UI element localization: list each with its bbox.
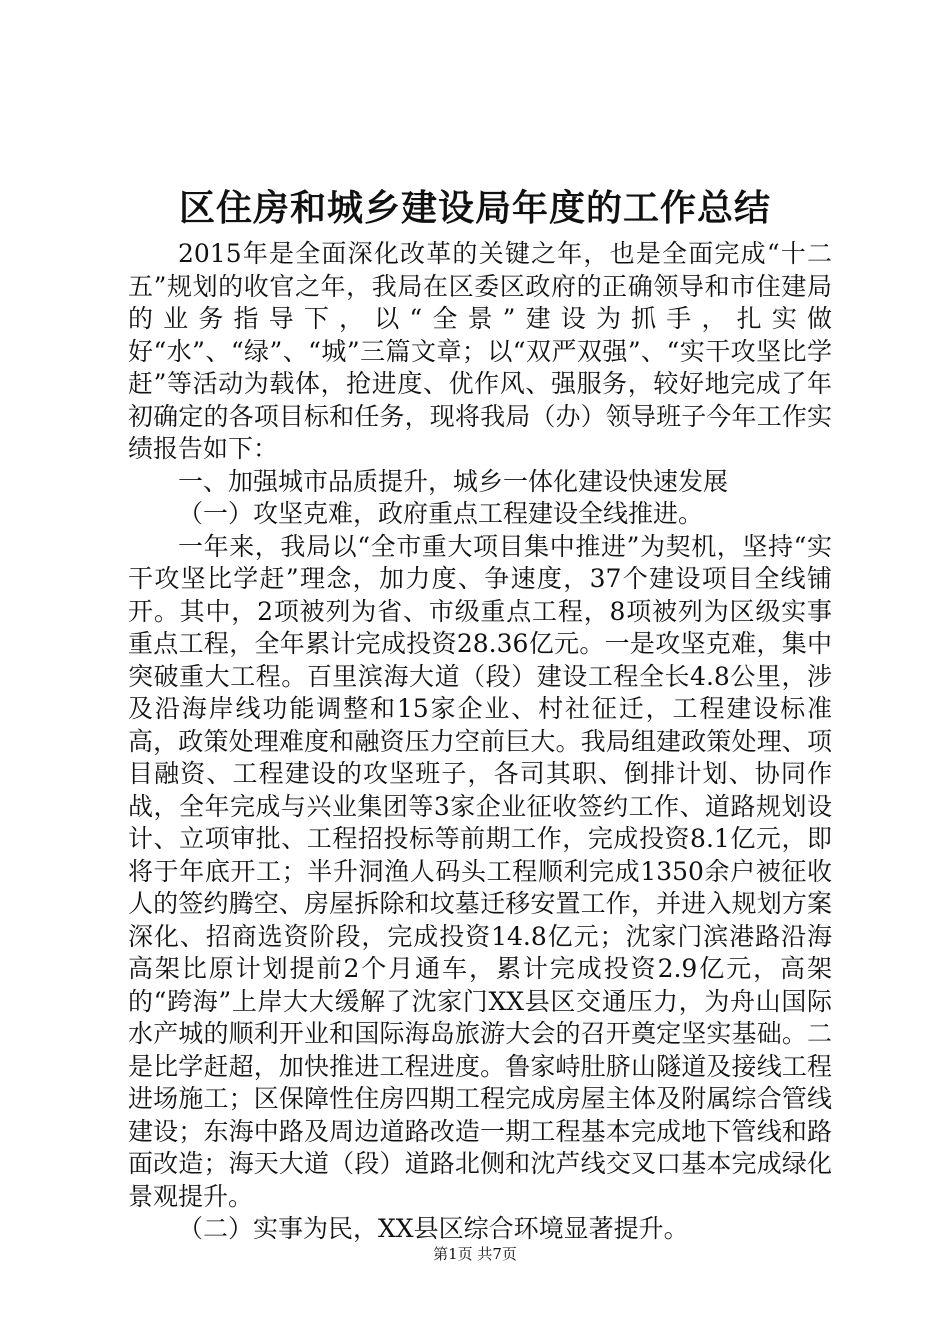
page-number: 第1页 共7页	[433, 1245, 517, 1263]
subsection-heading-1: （一）攻坚克难，政府重点工程建设全线推进。	[178, 499, 704, 528]
document-body	[128, 238, 832, 1246]
document-title: 区住房和城乡建设局年度的工作总结	[178, 187, 771, 229]
paragraph-projects: 一年来，我局以“全市重大项目集中推进”为契机，坚持“实干攻坚比学赶”理念，加力度、争速度，37个建设项目全线铺开。其中，2项被列为省、市级重点工程，8项被列为区级实事重点工程，全年累计完成投资28.36亿元。一是攻坚克难，集中突破重大工程。百里滨海大道（段）建设工程全长4.8公里，涉及沿海岸线功能调整和15家企业、村社征迁，工程建设标准高，政策处理难度和融资压力空前巨大。我局组建政策处理、项目融资、工程建设的攻坚班子，各司其职、倒排计划、协同作战，全年完成与兴业集团等3家企业征收签约工作、道路规划设计、立项审批、工程招投标等前期工作，完成投资8.1亿元，即将于年底开工；半升洞渔人码头工程顺利完成1350余户被征收人的签约腾空、房屋拆除和坟墓迁移安置工作，并进入规划方案深化、招商选资阶段，完成投资14.8亿元；沈家门滨港路沿海高架比原计划提前2个月通车，累计完成投资2.9亿元，高架的“跨海”上岸大大缓解了沈家门XX县区交通压力，为舟山国际水产城的顺利开业和国际海岛旅游大会的召开奠定坚实基础。二是比学赶超，加快推进工程进度。鲁家峙肚脐山隧道及接线工程进场施工；区保障性住房四期工程完成房屋主体及附属综合管线建设；东海中路及周边道路改造一期工程基本完成地下管线和路面改造；海天大道（段）道路北侧和沈芦线交叉口基本完成绿化景观提升。	[128, 531, 832, 1211]
subsection-heading-2: （二）实事为民，XX县区综合环境显著提升。	[178, 1214, 689, 1243]
paragraph-intro: 2015年是全面深化改革的关键之年，也是全面完成“十二五”规划的收官之年，我局在区委区政府的正确领导和市住建局的业务指导下，以“全景”建设为抓手，扎实做好“水”、“绿”、“城”三篇文章；以“双严双强”、“实干攻坚比学赶”等活动为载体，抢进度、优作风、强服务，较好地完成了年初确定的各项目标和任务，现将我局（办）领导班子今年工作实绩报告如下：	[128, 239, 832, 463]
section-heading-1: 一、加强城市品质提升，城乡一体化建设快速发展	[178, 466, 729, 496]
